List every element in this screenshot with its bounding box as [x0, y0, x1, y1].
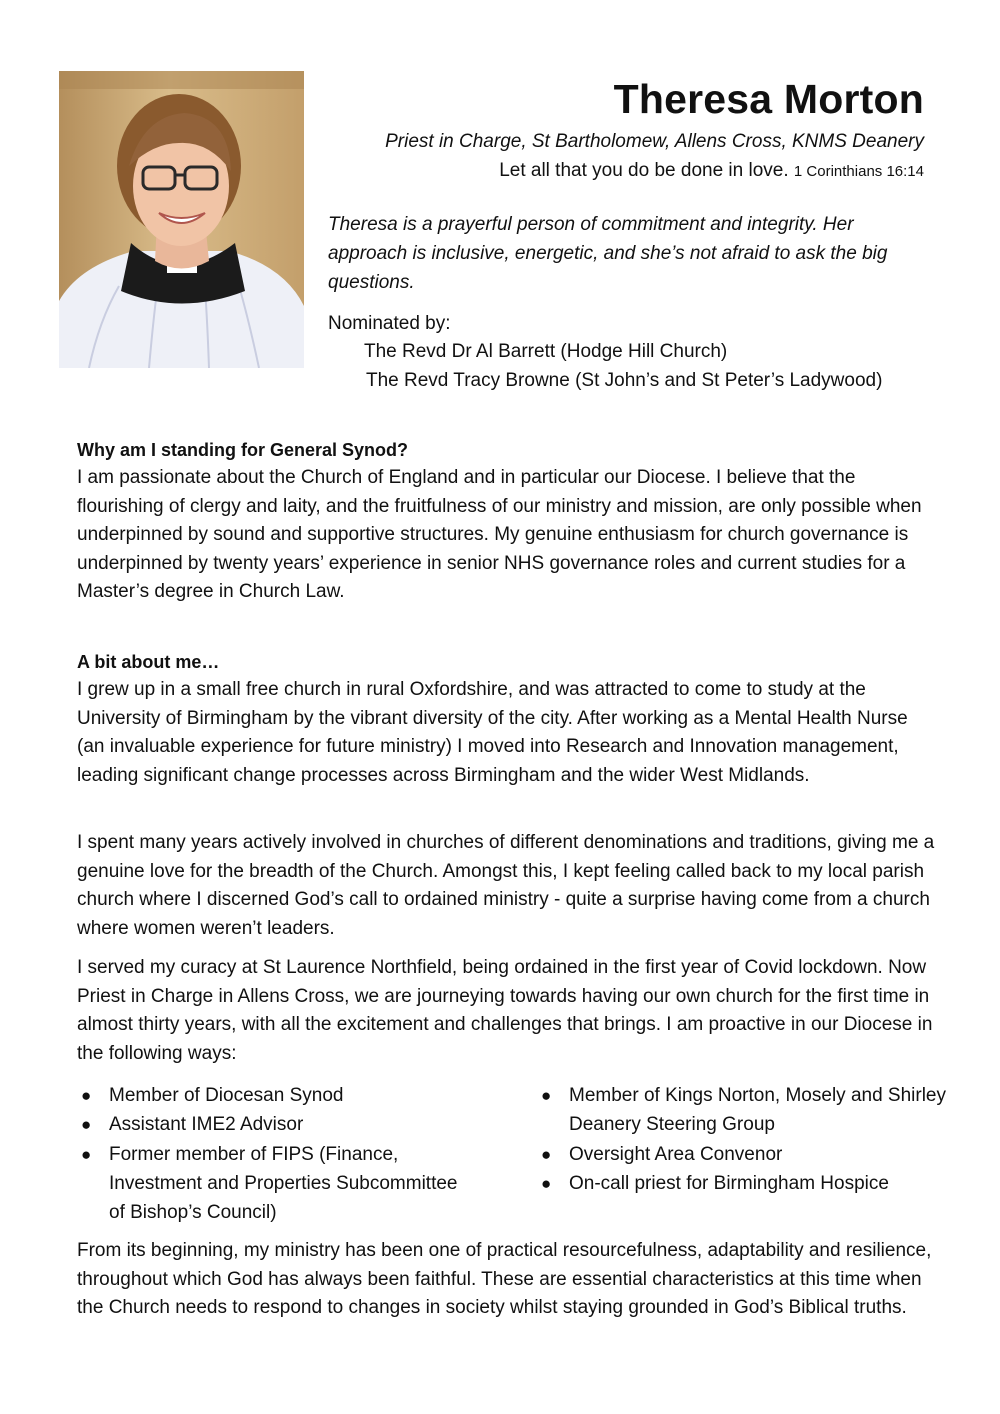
nominated-by-label: Nominated by:	[328, 313, 451, 334]
nominator-2: The Revd Tracy Browne (St John’s and St Peter’s Ladywood)	[366, 370, 883, 391]
list-item: ● Former member of FIPS (Finance, Investment and Properties Subcommittee of Bishop’s Council)	[77, 1140, 477, 1228]
bullet-icon: ●	[541, 1173, 552, 1193]
candidate-name: Theresa Morton	[613, 76, 924, 122]
list-item: ● On-call priest for Birmingham Hospice	[537, 1169, 947, 1198]
why-heading: Why am I standing for General Synod?	[77, 440, 409, 460]
bullet-icon: ●	[81, 1086, 92, 1105]
about-paragraph-1: I grew up in a small free church in rural Oxfordshire, and was attracted to come to study at the University of Birmingham by the vibrant diversity of the city. After working as a Mental Health Nurse (an invaluable experience for future ministry) I moved into Research and Innovation management, leading significant change processes across Birmingham and the wider West Midlands.	[77, 679, 908, 786]
bullet-icon: ●	[81, 1144, 92, 1164]
about-paragraph-2: I spent many years actively involved in churches of different denominations and traditions, giving me a genuine love for the breadth of the Church. Amongst this, I kept feeling called back to my local parish church where I discerned God’s call to ordained ministry - quite a surprise having come from a church where women weren’t leaders.	[77, 832, 935, 939]
nominator-1: The Revd Dr Al Barrett (Hodge Hill Church)	[364, 341, 728, 362]
list-item: ● Assistant IME2 Advisor	[77, 1110, 477, 1139]
list-item: ● Oversight Area Convenor	[537, 1140, 947, 1169]
quote-reference: 1 Corinthians 16:14	[793, 163, 924, 180]
why-section	[77, 436, 937, 607]
list-item: ● Member of Kings Norton, Mosely and Shirley Deanery Steering Group	[537, 1081, 947, 1140]
why-text: I am passionate about the Church of England and in particular our Diocese. I believe that the flourishing of clergy and laity, and the fruitfulness of our ministry and mission, are only possible when underpinned by sound and supportive structures. My genuine enthusiasm for church governance is underpinned by twenty years’ experience in senior NHS governance roles and current studies for a Master’s degree in Church Law.	[77, 467, 922, 603]
bible-quote	[499, 160, 924, 182]
about-heading-block	[77, 648, 937, 790]
bullet-icon: ●	[541, 1144, 552, 1164]
candidate-role: Priest in Charge, St Bartholomew, Allens Cross, KNMS Deanery	[385, 131, 924, 152]
candidate-description: Theresa is a prayerful person of commitment and integrity. Her approach is inclusive, energetic, and she’s not afraid to ask the big questions.	[328, 214, 888, 293]
bullet-icon: ●	[541, 1086, 552, 1105]
roles-list-right	[537, 1081, 947, 1198]
about-paragraph-3: I served my curacy at St Laurence Northfield, being ordained in the first year of Covid lockdown. Now Priest in Charge in Allens Cross, we are journeying towards having our own church for the first time in almost thirty years, with all the excitement and challenges that brings. I am proactive in our Diocese in the following ways:	[77, 957, 933, 1064]
list-item: ● Member of Diocesan Synod	[77, 1081, 477, 1110]
portrait-photo	[59, 71, 304, 368]
quote-text: Let all that you do be done in love.	[499, 160, 789, 181]
about-paragraph-3-block	[77, 954, 937, 1068]
about-paragraph-2-block	[77, 829, 937, 943]
bullet-icon: ●	[81, 1115, 92, 1135]
closing-block	[77, 1237, 937, 1323]
roles-list-left	[77, 1081, 477, 1227]
about-heading: A bit about me…	[77, 652, 220, 672]
closing-paragraph: From its beginning, my ministry has been one of practical resourcefulness, adaptability and resilience, throughout which God has always been faithful. These are essential characteristics at this time when the Church needs to respond to changes in society whilst staying grounded in God’s Biblical truths.	[77, 1240, 932, 1319]
